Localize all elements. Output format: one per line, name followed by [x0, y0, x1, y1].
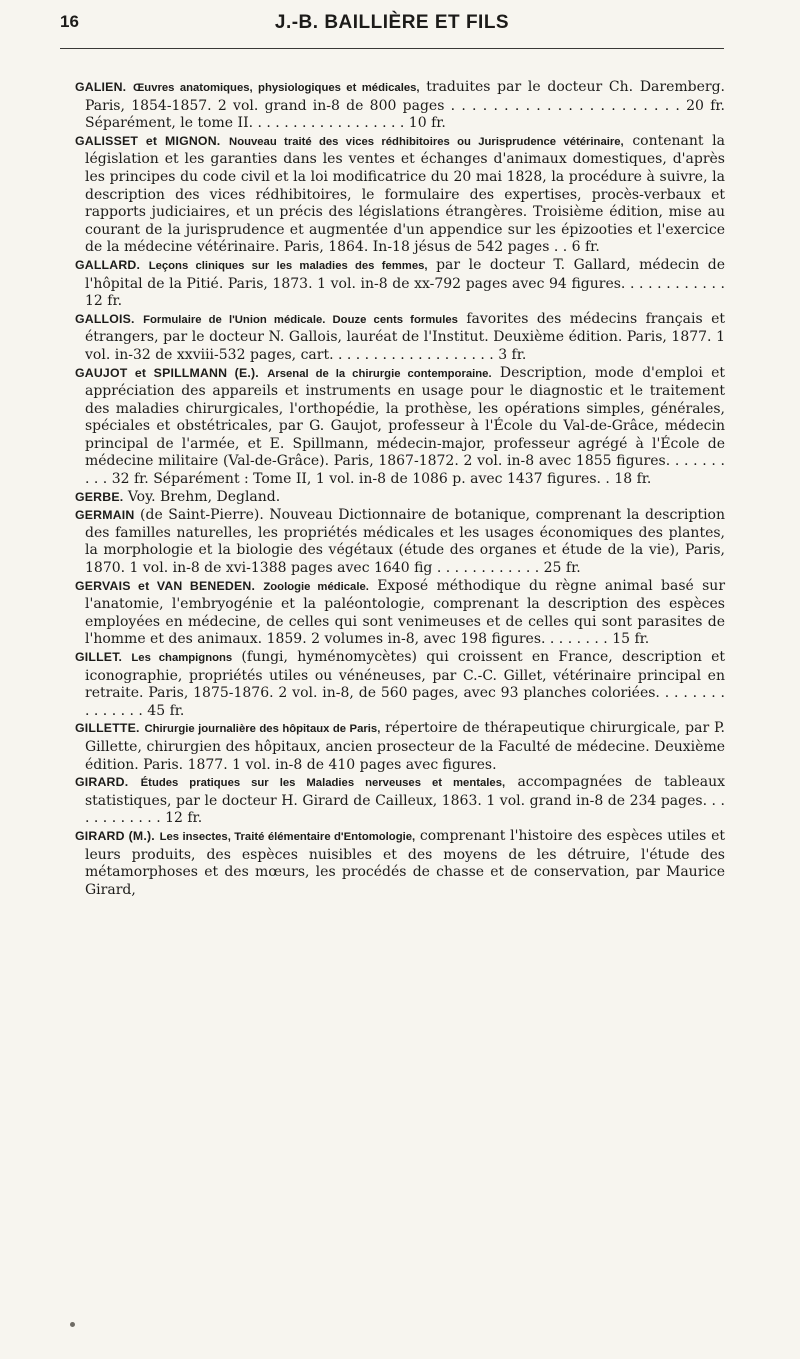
entry-text: (fungi, hyménomycètes) qui croissent en France, description et iconographie, propriétés utiles ou vénéneuses, par C.-C. Gillet, vétérinaire principal en retraite. Paris, 1875-1876. 2 vol. in-8, de 560 pages, avec 93 planches coloriées. . . . . . . . . . . . . . . 45 fr. — [85, 649, 725, 719]
entry-text: Voy. Brehm, Degland. — [127, 488, 281, 505]
entry-text: traduites par le docteur Ch. Daremberg. Paris, 1854-1857. 2 vol. grand in-8 de 800 pages . . . . . . . . . . . . . . . . . . . . . . 20 fr. Séparément, le tome II. . . . . . . . . . . . . . . . . . 10 fr. — [85, 79, 725, 132]
entry-text: (de Saint-Pierre). Nouveau Dictionnaire de botanique, comprenant la description des familles naturelles, les propriétés médicales et les usages économiques des plantes, la morphologie et la biologie des végétaux (étude des organes et étude de la vie), Paris, 1870. 1 vol. in-8 de xvi-1388 pages avec 1640 fig . . . . . . . . . . . . 25 fr. — [85, 507, 725, 577]
entry-author: GERMAIN — [75, 508, 135, 523]
entry-text: Description, mode d'emploi et appréciation des appareils et instruments en usage pour le diagnostic et le traitement des maladies chirurgicales, l'orthopédie, la prothèse, les opérations simples, générales, spéciales et obstétricales, par G. Gaujot, professeur à l'École du Val-de-Grâce, médecin principal de l'armée, et E. Spillmann, médecin-major, professeur agrégé à l'École de médecine militaire (Val-de-Grâce). Paris, 1867-1872. 2 vol. in-8 avec 1855 figures. . . . . . . . . . 32 fr. Séparément : Tome II, 1 vol. in-8 de 1086 p. avec 1437 figures. . 18 fr. — [85, 364, 725, 488]
entry-title: Zoologie médicale. — [263, 580, 369, 593]
catalogue-entry — [75, 311, 725, 365]
entry-title: Arsenal de la chirurgie contemporaine. — [267, 367, 492, 380]
entry-text: Exposé méthodique du règne animal basé sur l'anatomie, l'embryogénie et la paléontologie, comprenant la description des espèces employées en médecine, de celles qui sont venimeuses et de celles qui sont parasites de l'homme et des animaux. 1859. 2 volumes in-8, avec 198 figures. . . . . . . . 15 fr. — [85, 577, 726, 648]
page-number: 16 — [60, 12, 79, 31]
catalogue-entry — [75, 507, 725, 577]
entry-title: Œuvres anatomiques, physiologiques et médicales, — [133, 82, 420, 94]
entry-author: GAUJOT et SPILLMANN (E.). — [75, 365, 259, 380]
running-title: J.-B. BAILLIÈRE ET FILS — [274, 12, 510, 33]
entry-author: GALLOIS. — [75, 311, 135, 326]
catalogue-entry — [75, 720, 725, 774]
entry-title: Formulaire de l'Union médicale. Douze cents formules — [143, 313, 458, 326]
entry-title: Études pratiques sur les Maladies nerveuses et mentales, — [140, 777, 506, 790]
entry-title: Leçons cliniques sur les maladies des femmes, — [148, 259, 428, 272]
entry-author: GILLETTE. — [75, 721, 140, 736]
entry-text: par le docteur T. Gallard, médecin de l'hôpital de la Pitié. Paris, 1873. 1 vol. in-8 de xx-792 pages avec 94 figures. . . . . . . . . . . . 12 fr. — [85, 256, 726, 310]
entry-text: accompagnées de tableaux statistiques, par le docteur H. Girard de Cailleux, 1863. 1 vol. grand in-8 de 234 pages. . . . . . . . . . . . 12 fr. — [85, 774, 726, 827]
entry-author: GALIEN. — [75, 80, 127, 94]
catalogue-entry — [75, 365, 725, 489]
catalogue-entry — [75, 79, 725, 133]
catalogue-entries — [75, 79, 725, 899]
entry-text: contenant la législation et les garanties dans les ventes et échanges d'animaux domestiques, d'après les principes du code civil et la loi modificatrice du 20 mai 1828, la procédure à suivre, la description des vices rédhibitoires, le formulaire des expertises, procès-verbaux et rapports judiciaires, et un précis des législations étrangères. Troisième édition, mise au courant de la jurisprudence et augmentée d'un appendice sur les épizooties et l'exercice de la médecine vétérinaire. Paris, 1864. In-18 jésus de 542 pages . . 6 fr. — [85, 132, 726, 256]
entry-author: GALLARD. — [75, 257, 141, 272]
entry-author: GILLET. — [75, 650, 123, 664]
catalogue-entry — [75, 828, 725, 899]
page-header — [60, 10, 724, 49]
entry-author: GERBE. — [75, 489, 124, 504]
entry-author: GIRARD. — [75, 775, 129, 790]
catalogue-entry — [75, 578, 725, 649]
entry-title: Chirurgie journalière des hôpitaux de Paris, — [144, 723, 381, 736]
entry-author: GALISSET et MIGNON. — [75, 133, 221, 148]
catalogue-entry — [75, 133, 725, 257]
entry-text: comprenant l'histoire des espèces utiles et leurs produits, des espèces nuisibles et des moyens de les détruire, l'étude des métamorphoses et des mœurs, les procédés de chasse et de conservation, par Maurice Girard, — [85, 827, 725, 898]
entry-title: Les champignons — [131, 652, 233, 664]
entry-text: répertoire de thérapeutique chirurgicale, par P. Gillette, chirurgien des hôpitaux, ancien prosecteur de la Faculté de médecine. Deuxième édition. Paris. 1877. 1 vol. in-8 de 410 pages avec figures. — [85, 720, 725, 773]
catalogue-entry — [75, 774, 725, 828]
entry-title: Les insectes, Traité élémentaire d'Entomologie, — [159, 830, 416, 843]
entry-author: GERVAIS et VAN BENEDEN. — [75, 578, 256, 593]
catalogue-entry — [75, 257, 725, 311]
catalogue-entry — [75, 649, 725, 720]
ink-speck — [70, 1322, 75, 1327]
entry-title: Nouveau traité des vices rédhibitoires ou Jurisprudence vétérinaire, — [229, 135, 624, 148]
catalogue-entry — [75, 489, 725, 508]
entry-text: favorites des médecins français et étrangers, par le docteur N. Gallois, lauréat de l'Institut. Deuxième édition. Paris, 1877. 1 vol. in-32 de xxviii-532 pages, cart. . . . . . . . . . . . . . . . . . . 3 fr. — [85, 310, 726, 363]
entry-author: GIRARD (M.). — [75, 828, 155, 843]
